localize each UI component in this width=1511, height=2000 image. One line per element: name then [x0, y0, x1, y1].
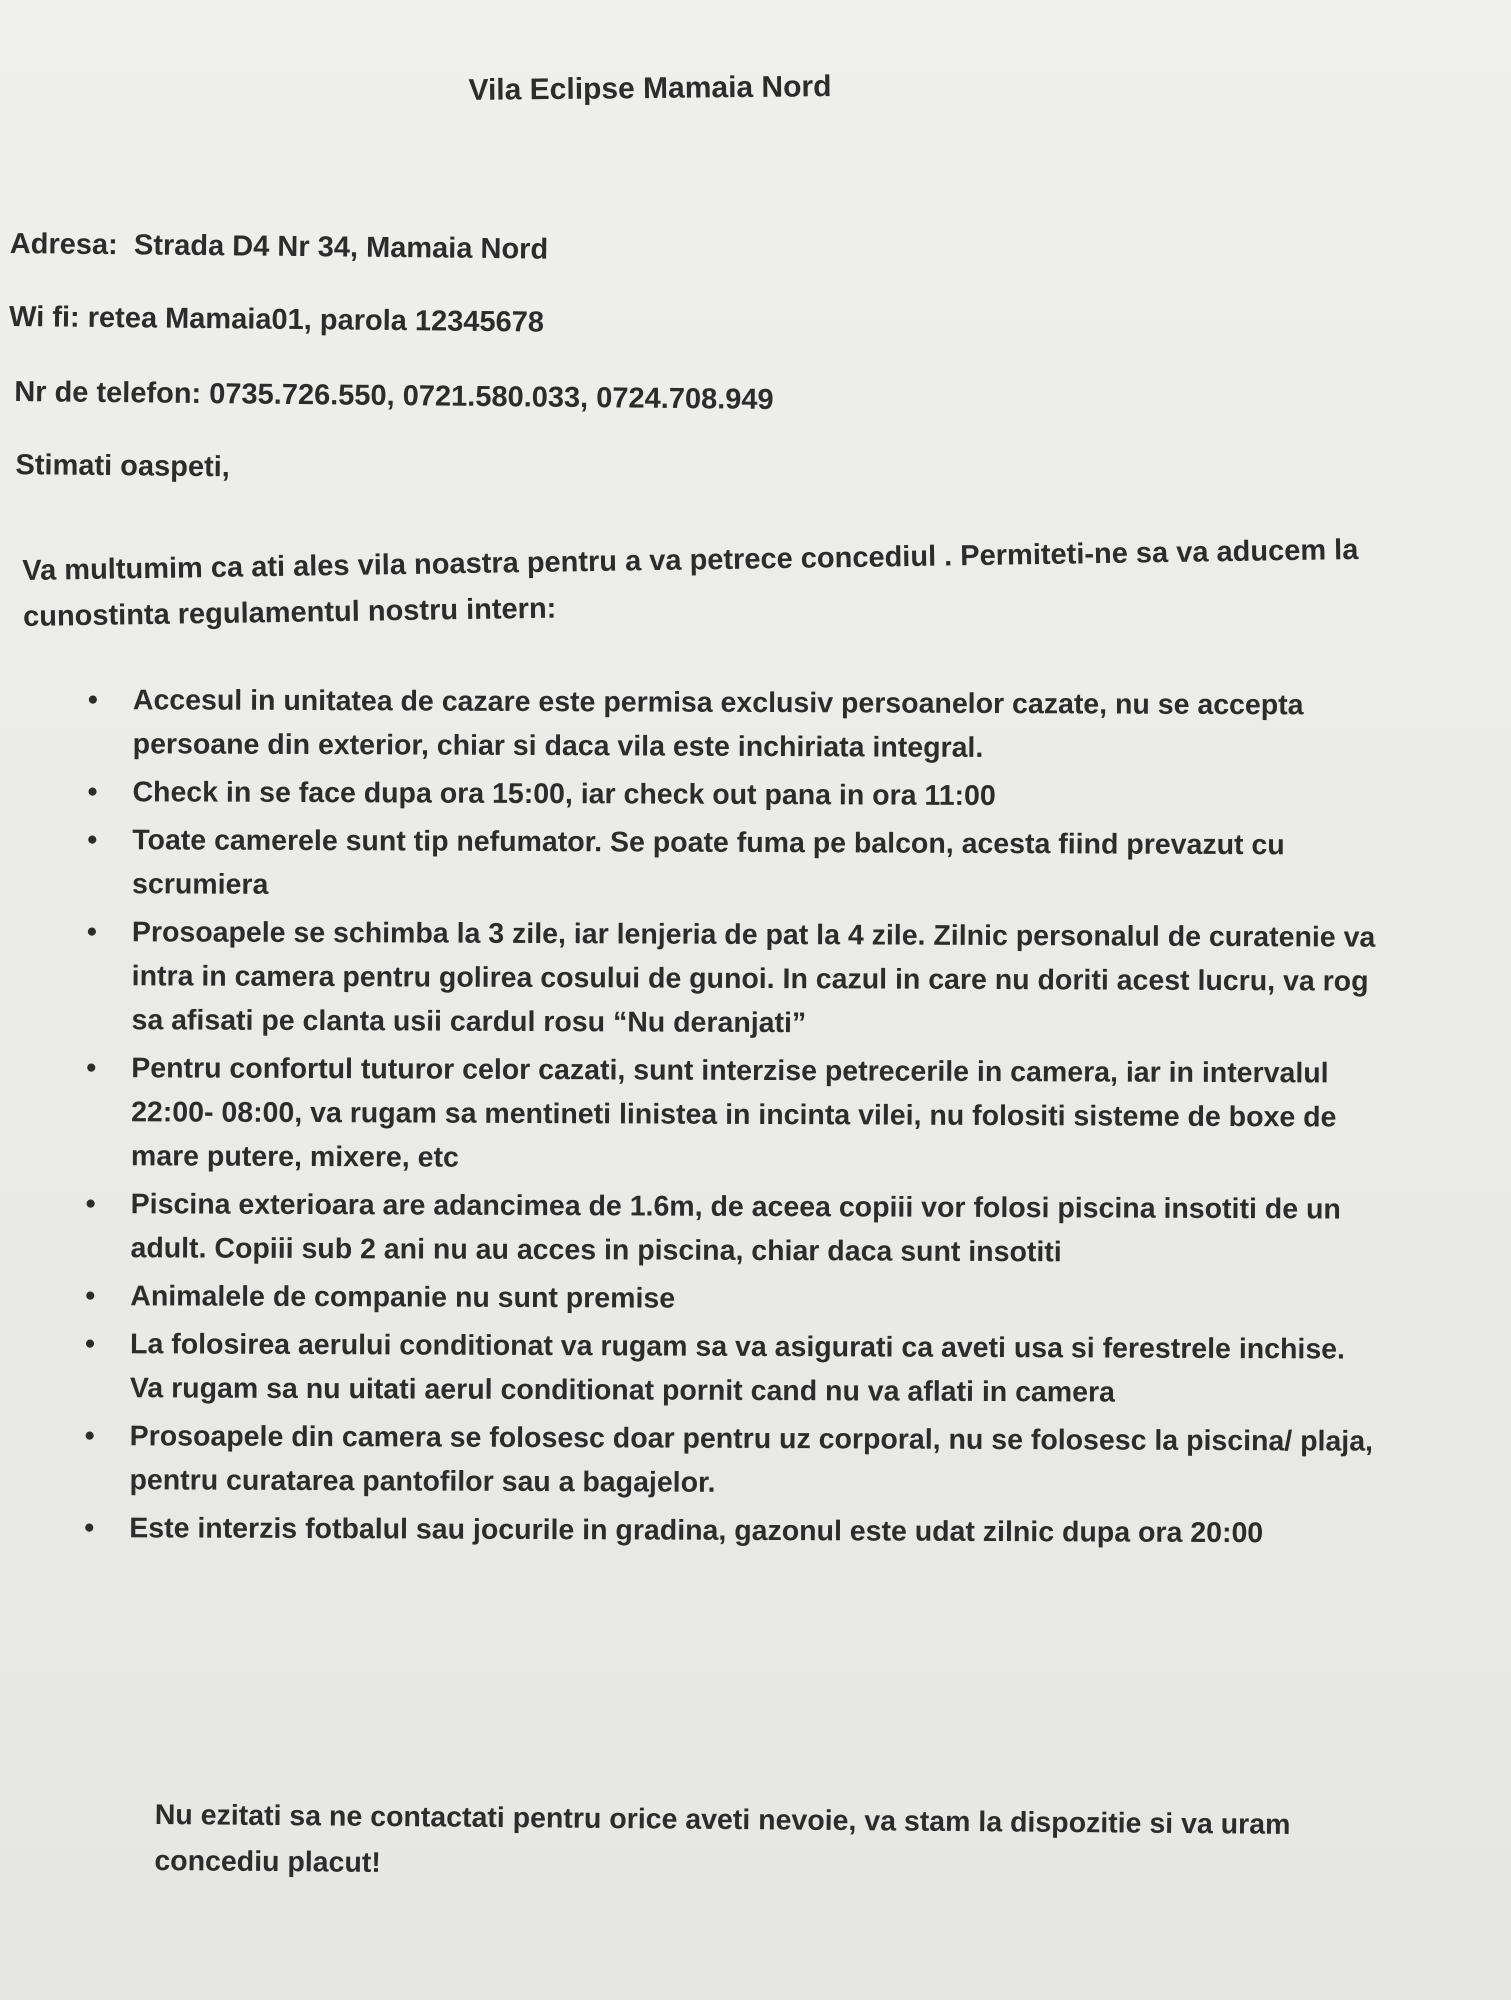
rule-item — [78, 678, 1378, 772]
phone-label: Nr de telefon: — [14, 376, 202, 411]
contact-info — [7, 228, 1470, 497]
greeting: Stimati oaspeti, — [15, 449, 231, 484]
intro-paragraph: Va multumim ca ati ales vila noastra pentru a va petrece concediul . Permiteti-ne sa va aducem la cunostinta regulamentul nostru intern: — [22, 534, 1359, 633]
bullet-icon: • — [87, 684, 98, 717]
phone-value: 0735.726.550, 0721.580.033, 0724.708.949 — [209, 378, 774, 417]
phone-line — [14, 376, 1468, 424]
rule-item — [75, 1182, 1375, 1276]
rule-text: Piscina exterioara are adancimea de 1.6m, de aceea copiii vor folosi piscina insotiti de un adult. Copiii sub 2 ani nu au acces in piscina, chiar daca sunt insotiti — [130, 1188, 1341, 1269]
bullet-icon: • — [87, 824, 98, 857]
address-value: Strada D4 Nr 34, Mamaia Nord — [133, 229, 549, 266]
bullet-icon: • — [86, 1052, 97, 1085]
bullet-icon: • — [87, 776, 98, 809]
rule-item — [74, 1414, 1374, 1508]
rule-item — [74, 1506, 1374, 1556]
address-label: Adresa: — [9, 228, 118, 262]
rule-item — [76, 910, 1377, 1048]
rule-text: Toate camerele sunt tip nefumator. Se poate fuma pe balcon, acesta fiind prevazut cu scrumiera — [132, 824, 1285, 901]
wifi-label: Wi fi: — [8, 300, 80, 334]
rule-text: Accesul in unitatea de cazare este permisa exclusiv persoanelor cazate, nu se accepta persoane din exterior, chiar si daca vila este inchiriata integral. — [132, 684, 1304, 764]
rule-text: Este interzis fotbalul sau jocurile in gradina, gazonul este udat zilnic dupa ora 20:00 — [129, 1512, 1264, 1550]
rule-item — [75, 1274, 1375, 1324]
rule-text: Prosoapele se schimba la 3 zile, iar lenjeria de pat la 4 zile. Zilnic personalul de curatenie va intra in camera pentru golirea cosului de gunoi. In cazul in care nu doriti acest lucru, va rog sa afisati pe clanta usii cardul rosu “Nu deranjati” — [131, 916, 1376, 1040]
rule-text: La folosirea aerului conditionat va rugam sa va asigurati ca aveti usa si ferestrele inchise. Va rugam sa nu uitati aerul conditionat pornit cand nu va aflati in camera — [129, 1328, 1346, 1409]
wifi-value: retea Mamaia01, parola 12345678 — [87, 301, 545, 339]
rule-item — [77, 770, 1377, 820]
address-line — [10, 228, 1470, 276]
wifi-line — [9, 301, 1469, 349]
bullet-icon: • — [84, 1512, 95, 1545]
rule-text: Pentru confortul tuturor celor cazati, sunt interzise petrecerile in camera, iar in intervalul 22:00- 08:00, va rugam sa mentineti linistea in incinta vilei, nu folositi sisteme de boxe de mare putere, mixere, etc — [130, 1052, 1337, 1174]
rule-text: Check in se face dupa ora 15:00, iar check out pana in ora 11:00 — [132, 776, 996, 813]
bullet-icon: • — [84, 1420, 95, 1453]
document-title: Vila Eclipse Mamaia Nord — [468, 70, 832, 107]
bullet-icon: • — [85, 1328, 96, 1361]
rule-item — [75, 1322, 1375, 1416]
rule-text: Prosoapele din camera se folosesc doar pentru uz corporal, nu se folosesc la piscina/ plaja, pentru curatarea pantofilor sau a bagajelor. — [129, 1420, 1374, 1499]
bullet-icon: • — [86, 916, 97, 949]
bullet-icon: • — [85, 1188, 96, 1221]
closing-paragraph: Nu ezitati sa ne contactati pentru orice aveti nevoie, va stam la dispozitie si va uram concediu placut! — [154, 1798, 1291, 1879]
rule-item — [77, 818, 1377, 912]
rules-list — [74, 678, 1378, 1560]
rule-item — [76, 1046, 1377, 1184]
rule-text: Animalele de companie nu sunt premise — [130, 1280, 676, 1315]
bullet-icon: • — [85, 1280, 96, 1313]
